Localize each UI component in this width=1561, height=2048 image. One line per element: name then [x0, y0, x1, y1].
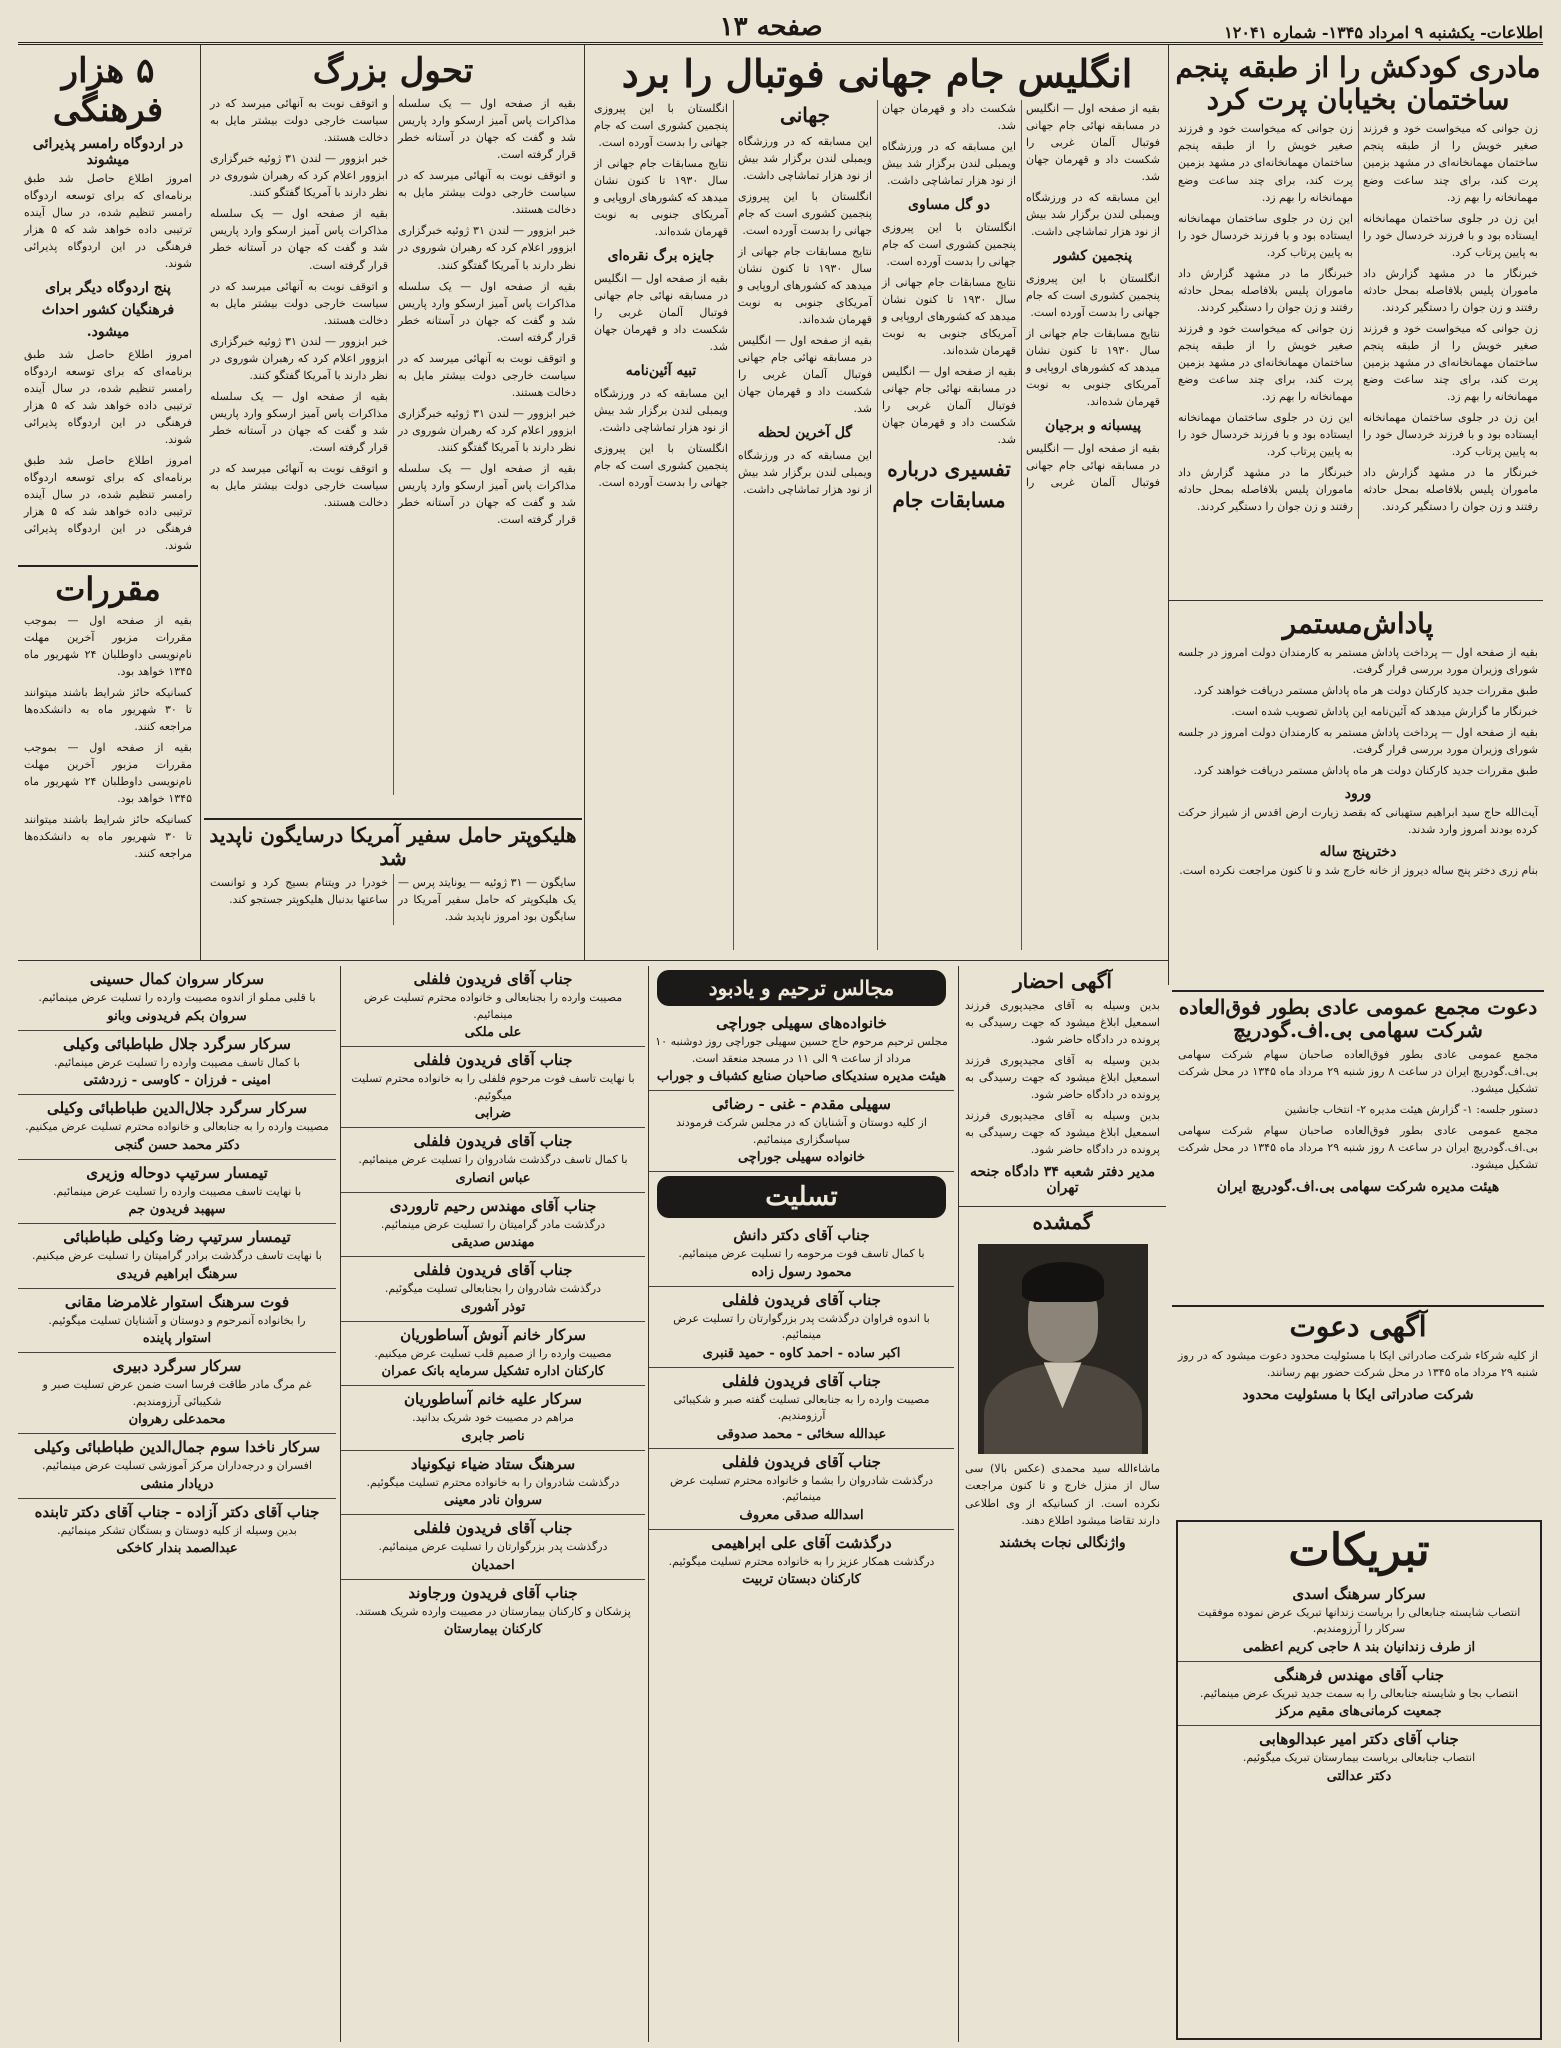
- taslit-card: جناب آقای فریدون فلفلی با اندوه فراوان درگذشت پدر بزرگوارتان را تسلیت عرض مینمائیم. اکبر ساده - احمد کاوه - حمید قنبری: [649, 1287, 954, 1368]
- missing-person-photo: [978, 1244, 1148, 1454]
- condolence-card: سرکار ناخدا سوم جمال‌الدین طباطبائی وکیلی افسران و درجه‌داران مرکز آموزشی تسلیت عرض مینمائیم. دریادار منشی: [18, 1434, 336, 1499]
- banner-majales: مجالس ترحیم و یادبود: [657, 970, 946, 1006]
- majales-card: سهیلی مقدم - غنی - رضائی از کلیه دوستان و آشنایان که در مجلس شرکت فرمودند سپاسگزاری مینمائیم. خانواده سهیلی جوراچی: [649, 1091, 954, 1172]
- headline-gomshodeh: گمشده: [959, 1206, 1166, 1238]
- column-ehzar-gomshodeh: آگهی احضار بدین وسیله به آقای مجیدپوری فرزند اسمعیل ابلاغ میشود که جهت رسیدگی به پرونده در دادگاه حاضر شود. بدین وسیله به آقای مجیدپوری فرزند اسمعیل ابلاغ میشود که جهت رسیدگی به پرونده در دادگاه حاضر شود. بدین وسیله به آقای مجیدپوری فرزند اسمعیل ابلاغ میشود که جهت رسیدگی به پرونده در دادگاه حاضر شود. مدیر دفتر شعبه ۳۴ دادگاه جنحه تهران گمشده ماشاءالله سید محمدی (عکس بالا) سی سال از منزل خارج و تا کنون مراجعت نکرده است. از کسانیکه از وی اطلاعی دارند تقاضا میشود اطلاع دهند. واژنگالی نجات بخشند: [958, 966, 1166, 2042]
- condolence-card: فوت سرهنگ استوار غلامرضا مقانی را بخانواده آنمرحوم و دوستان و آشنایان تسلیت میگوئیم. استوار پاینده: [18, 1289, 336, 1354]
- notice-goodrich: دعوت مجمع عمومی عادی بطور فوق‌العاده شرکت سهامی بی.اف.گودریچ مجمع عمومی عادی بطور فوق‌العاده صاحبان سهام شرکت سهامی بی.اف.گودریچ ایران در ساعت ۸ روز شنبه ۲۹ مرداد ماه ۱۳۴۵ در محل شرکت تشکیل میشود. دستور جلسه: ۱- گزارش هیئت مدیره ۲- انتخاب جانشین مجمع عمومی عادی بطور فوق‌العاده صاحبان سهام شرکت سهامی بی.اف.گودریچ ایران در ساعت ۸ روز شنبه ۲۹ مرداد ماه ۱۳۴۵ در محل شرکت تشکیل میشود. هیئت مدیره شرکت سهامی بی.اف.گودریچ ایران: [1172, 990, 1544, 1300]
- article-5000: ۵ هزار فرهنگی در اردوگاه رامسر پذیرائی میشوند امروز اطلاع حاصل شد طبق برنامه‌ای که برای توسعه اردوگاه رامسر تنظیم شده، در سال آینده ترتیبی داده خواهد شد که ۵ هزار فرهنگی در این اردوگاه پذیرائی شوند. پنج اردوگاه دیگر برای فرهنگیان کشور احداث میشود. امروز اطلاع حاصل شد طبق برنامه‌ای که برای توسعه اردوگاه رامسر تنظیم شده، در سال آینده ترتیبی داده خواهد شد که ۵ هزار فرهنگی در این اردوگاه پذیرائی شوند. امروز اطلاع حاصل شد طبق برنامه‌ای که برای توسعه اردوگاه رامسر تنظیم شده، در سال آینده ترتیبی داده خواهد شد که ۵ هزار فرهنگی در این اردوگاه پذیرائی شوند.: [18, 48, 198, 558]
- masthead: [18, 8, 1543, 45]
- tabrik-card: سرکار سرهنگ اسدی انتصاب شایسته جنابعالی را بریاست زندانها تبریک عرض نموده موفقیت سرکار را آرزومندیم. از طرف زندانیان بند ۸ حاجی کریم اعظمی: [1178, 1581, 1540, 1662]
- headline-agahi-dawat: آگهی دعوت: [1289, 1310, 1427, 1343]
- majales-card: خانواده‌های سهیلی جوراچی مجلس ترحیم مرحوم حاج حسین سهیلی جوراچی روز دوشنبه ۱۰ مرداد از ساعت ۹ الی ۱۱ در مسجد منعقد است. هیئت مدیره سندیکای صاحبان صنایع کشباف و جوراب: [649, 1010, 954, 1091]
- article-moqarrarat: مقررات بقیه از صفحه اول — بموجب مقررات مزبور آخرین مهلت نام‌نویسی داوطلبان ۲۴ شهریور ماه ۱۳۴۵ خواهد بود. کسانیکه حائز شرایط باشند میتوانند تا ۳۰ شهریور ماه به دانشکده‌ها مراجعه کنند. بقیه از صفحه اول — بموجب مقررات مزبور آخرین مهلت نام‌نویسی داوطلبان ۲۴ شهریور ماه ۱۳۴۵ خواهد بود. کسانیکه حائز شرایط باشند میتوانند تا ۳۰ شهریور ماه به دانشکده‌ها مراجعه کنند.: [18, 565, 198, 958]
- condolence-card: سرکار سرگرد جلال‌الدین طباطبائی وکیلی مصیبت وارده را به جنابعالی و خانواده محترم تسلیت عرض میکنیم. دکتر محمد حسن گنجی: [18, 1095, 336, 1160]
- headline-tahavol: تحول بزرگ: [312, 51, 474, 91]
- headline-helicopter: هلیکوپتر حامل سفیر آمریکا درسایگون ناپدید شد: [209, 823, 577, 870]
- condolence-card: سرکار سرگرد دبیری غم مرگ مادر طاقت فرسا است ضمن عرض تسلیت صبر و شکیبائی آرزومندیم. محمدعلی رهروان: [18, 1353, 336, 1434]
- issue-line: اطلاعات- یکشنبه ۹ امرداد ۱۳۴۵- شماره ۱۲۰۴۱: [1224, 23, 1543, 42]
- headline-goodrich: دعوت مجمع عمومی عادی بطور فوق‌العاده شرکت سهامی بی.اف.گودریچ: [1178, 995, 1538, 1042]
- taslit-card: درگذشت آقای علی ابراهیمی درگذشت همکار عزیز را به خانواده محترم تسلیت میگوئیم. کارکنان دبستان تربیت: [668, 1533, 935, 1587]
- condolence-card: تیمسار سرتیپ دوحاله وزیری با نهایت تاسف مصیبت وارده را تسلیت عرض مینمائیم. سپهبد فریدون جم: [18, 1160, 336, 1225]
- goodrich-signature: هیئت مدیره شرکت سهامی بی.اف.گودریچ ایران: [1216, 1179, 1500, 1196]
- condolence-card: جناب آقای فریدون ورجاوند پزشکان و کارکنان بیمارستان در مصیبت وارده شریک هستند. کارکنان بیمارستان: [355, 1583, 631, 1637]
- page-label: صفحه ۱۳: [719, 12, 823, 42]
- condolence-card: سرهنگ ستاد ضیاء نیکونیاد درگذشت شادروان را به خانواده محترم تسلیت میگوئیم. سروان نادر معینی: [341, 1451, 645, 1516]
- subhead-vorud: ورود: [1344, 785, 1372, 802]
- headline-padash: پاداش‌مستمر: [1282, 607, 1434, 640]
- taslit-card: جناب آقای فریدون فلفلی درگذشت شادروان را بشما و خانواده محترم تسلیت عرض مینمائیم. اسدالله صدقی معروف: [649, 1449, 954, 1530]
- article-padash: پاداش‌مستمر بقیه از صفحه اول — پرداخت پاداش مستمر به کارمندان دولت امروز در جلسه شورای وزیران مورد بررسی قرار گرفت. طبق مقررات جدید کارکنان دولت هر ماه پاداش مستمر دریافت خواهند کرد. خبرنگار ما گزارش میدهد که آئین‌نامه این پاداش تصویب شده است. بقیه از صفحه اول — پرداخت پاداش مستمر به کارمندان دولت امروز در جلسه شورای وزیران مورد بررسی قرار گرفت. طبق مقررات جدید کارکنان دولت هر ماه پاداش مستمر دریافت خواهند کرد. ورود آیت‌الله حاج سید ابراهیم ستهبانی که بقصد زیارت ارض اقدس از شیراز حرکت کرده بودند امروز وارد شدند. دخترپنج ساله بنام زری دختر پنج ساله دیروز از خانه خارج شد و تا کنون مراجعت نکرده است.: [1172, 604, 1544, 984]
- article-football: انگلیس جام جهانی فوتبال را برد بقیه از صفحه اول — انگلیس در مسابقه نهائی جام جهانی فوتبال آلمان غربی را شکست داد و قهرمان جهان شد. این مسابقه که در ورزشگاه ویمبلی لندن برگزار شد بیش از نود هزار تماشاچی داشت. پنجمین کشور انگلستان با این پیروزی پنجمین کشوری است که جام جهانی را بدست آورده است. نتایج مسابقات جام جهانی از سال ۱۹۳۰ تا کنون نشان میدهد که کشورهای اروپایی و آمریکای جنوبی به نوبت قهرمان شده‌اند. پیسبانه و برجیان بقیه از صفحه اول — انگلیس در مسابقه نهائی جام جهانی فوتبال آلمان غربی را شکست داد و قهرمان جهان شد. این مسابقه که در ورزشگاه ویمبلی لندن برگزار شد بیش از نود هزار تماشاچی داشت. دو گل مساوی انگلستان با این پیروزی پنجمین کشوری است که جام جهانی را بدست آورده است. نتایج مسابقات جام جهانی از سال ۱۹۳۰ تا کنون نشان میدهد که کشورهای اروپایی و آمریکای جنوبی به نوبت قهرمان شده‌اند. بقیه از صفحه اول — انگلیس در مسابقه نهائی جام جهانی فوتبال آلمان غربی را شکست داد و قهرمان جهان شد. تفسیری درباره مسابقات جام جهانی این مسابقه که در ورزشگاه ویمبلی لندن برگزار شد بیش از نود هزار تماشاچی داشت. انگلستان با این پیروزی پنجمین کشوری است که جام جهانی را بدست آورده است. نتایج مسابقات جام جهانی از سال ۱۹۳۰ تا کنون نشان میدهد که کشورهای اروپایی و آمریکای جنوبی به نوبت قهرمان شده‌اند. بقیه از صفحه اول — انگلیس در مسابقه نهائی جام جهانی فوتبال آلمان غربی را شکست داد و قهرمان جهان شد. گل آخرین لحظه این مسابقه که در ورزشگاه ویمبلی لندن برگزار شد بیش از نود هزار تماشاچی داشت. انگلستان با این پیروزی پنجمین کشوری است که جام جهانی را بدست آورده است. نتایج مسابقات جام جهانی از سال ۱۹۳۰ تا کنون نشان میدهد که کشورهای اروپایی و آمریکای جنوبی به نوبت قهرمان شده‌اند. جایزه برگ نقره‌ای بقیه از صفحه اول — انگلیس در مسابقه نهائی جام جهانی فوتبال آلمان غربی را شکست داد و قهرمان جهان شد. تبیه آئین‌نامه این مسابقه که در ورزشگاه ویمبلی لندن برگزار شد بیش از نود هزار تماشاچی داشت. انگلستان با این پیروزی پنجمین کشوری است که جام جهانی را بدست آورده است.: [588, 48, 1166, 958]
- column-majales-taslit: [648, 966, 954, 2042]
- article-tahavol: تحول بزرگ بقیه از صفحه اول — یک سلسله مذاکرات پاس آمیز ارسکو وارد پاریس شد و گفت که جهان در آستانه خطر قرار گرفته است. و اتوقف نوبت به آنهائی میرسد که در سیاست خارجی دولت بیشتر مایل به دخالت هستند. خبر ابزوور — لندن ۳۱ ژوئیه خبرگزاری ابزوور اعلام کرد که رهبران شوروی در نظر دارند با آمریکا گفتگو کنند. بقیه از صفحه اول — یک سلسله مذاکرات پاس آمیز ارسکو وارد پاریس شد و گفت که جهان در آستانه خطر قرار گرفته است. و اتوقف نوبت به آنهائی میرسد که در سیاست خارجی دولت بیشتر مایل به دخالت هستند. خبر ابزوور — لندن ۳۱ ژوئیه خبرگزاری ابزوور اعلام کرد که رهبران شوروی در نظر دارند با آمریکا گفتگو کنند. بقیه از صفحه اول — یک سلسله مذاکرات پاس آمیز ارسکو وارد پاریس شد و گفت که جهان در آستانه خطر قرار گرفته است. و اتوقف نوبت به آنهائی میرسد که در سیاست خارجی دولت بیشتر مایل به دخالت هستند. خبر ابزوور — لندن ۳۱ ژوئیه خبرگزاری ابزوور اعلام کرد که رهبران شوروی در نظر دارند با آمریکا گفتگو کنند. بقیه از صفحه اول — یک سلسله مذاکرات پاس آمیز ارسکو وارد پاریس شد و گفت که جهان در آستانه خطر قرار گرفته است. و اتوقف نوبت به آنهائی میرسد که در سیاست خارجی دولت بیشتر مایل به دخالت هستند. خبر ابزوور — لندن ۳۱ ژوئیه خبرگزاری ابزوور اعلام کرد که رهبران شوروی در نظر دارند با آمریکا گفتگو کنند. بقیه از صفحه اول — یک سلسله مذاکرات پاس آمیز ارسکو وارد پاریس شد و گفت که جهان در آستانه خطر قرار گرفته است. و اتوقف نوبت به آنهائی میرسد که در سیاست خارجی دولت بیشتر مایل به دخالت هستند.: [204, 48, 582, 818]
- condolence-card: سرکار سروان کمال حسینی با قلبی مملو از اندوه مصیبت وارده را تسلیت عرض مینمائیم. سروان بکم فریدونی وبانو: [18, 966, 336, 1031]
- subhead-girl: دخترپنج ساله: [1319, 843, 1397, 860]
- taslit-card: جناب آقای فریدون فلفلی مصیبت وارده را به جنابعالی تسلیت گفته صبر و شکیبائی آرزومندیم. عبدالله سخائی - محمد صدوقی: [649, 1368, 954, 1449]
- tabrik-card: جناب آقای مهندس فرهنگی انتصاب بجا و شایسته جنابعالی را به سمت جدید تبریک عرض مینمائیم. جمعیت کرمانی‌های مقیم مرکز: [1178, 1662, 1540, 1727]
- banner-taslit: تسلیت: [657, 1176, 946, 1218]
- condolence-card: سرکار سرگرد جلال طباطبائی وکیلی با کمال تاسف مصیبت وارده را تسلیت عرض مینمائیم. امینی - فرزان - کاوسی - زردشتی: [18, 1031, 336, 1096]
- column-condolences-mid: [340, 966, 645, 2042]
- headline-football: انگلیس جام جهانی فوتبال را برد: [621, 51, 1133, 96]
- section-tabrikat: [1176, 1520, 1542, 2040]
- article-mother: [1172, 48, 1544, 593]
- condolence-card: جناب آقای فریدون فلفلی درگذشت پدر بزرگوارتان را تسلیت عرض مینمائیم. احمدیان: [341, 1515, 645, 1580]
- headline-tabrikat: تبریکات: [1288, 1525, 1430, 1576]
- subhead-5000: در اردوگاه رامسر پذیرائی میشوند: [32, 136, 184, 169]
- headline-agahi-ehzar: آگهی احضار: [1013, 969, 1112, 993]
- article-mother-body: زن جوانی که میخواست خود و فرزند صغیر خویش را از طبقه پنجم ساختمان مهمانخانه‌ای در مشهد بزمین پرت کند، برای چند ساعت وضع مهمانخانه را بهم زد. این زن در جلوی ساختمان مهمانخانه ایستاده بود و با فرزند خردسال خود را به پایین پرتاب کرد. خبرنگار ما در مشهد گزارش داد ماموران پلیس بلافاصله بمحل حادثه رفتند و زن جوان را دستگیر کردند. زن جوانی که میخواست خود و فرزند صغیر خویش را از طبقه پنجم ساختمان مهمانخانه‌ای در مشهد بزمین پرت کند، برای چند ساعت وضع مهمانخانه را بهم زد. این زن در جلوی ساختمان مهمانخانه ایستاده بود و با فرزند خردسال خود را به پایین پرتاب کرد. خبرنگار ما در مشهد گزارش داد ماموران پلیس بلافاصله بمحل حادثه رفتند و زن جوان را دستگیر کردند. زن جوانی که میخواست خود و فرزند صغیر خویش را از طبقه پنجم ساختمان مهمانخانه‌ای در مشهد بزمین پرت کند، برای چند ساعت وضع مهمانخانه را بهم زد. این زن در جلوی ساختمان مهمانخانه ایستاده بود و با فرزند خردسال خود را به پایین پرتاب کرد. خبرنگار ما در مشهد گزارش داد ماموران پلیس بلافاصله بمحل حادثه رفتند و زن جوان را دستگیر کردند. زن جوانی که میخواست خود و فرزند صغیر خویش را از طبقه پنجم ساختمان مهمانخانه‌ای در مشهد بزمین پرت کند، برای چند ساعت وضع مهمانخانه را بهم زد. این زن در جلوی ساختمان مهمانخانه ایستاده بود و با فرزند خردسال خود را به پایین پرتاب کرد. خبرنگار ما در مشهد گزارش داد ماموران پلیس بلافاصله بمحل حادثه رفتند و زن جوان را دستگیر کردند.: [1178, 122, 1538, 514]
- headline-5000: ۵ هزار فرهنگی: [52, 51, 164, 131]
- headline-moqarrarat: مقررات: [55, 570, 161, 608]
- column-condolences-left: [18, 966, 336, 2042]
- headline-mother: مادری کودکش را از طبقه پنجم ساختمان بخیابان پرت کرد: [1175, 51, 1541, 117]
- tabrik-card: جناب آقای دکتر امیر عبدالوهابی انتصاب جنابعالی بریاست بیمارستان تبریک میگوئیم. دکتر عدالتی: [1242, 1730, 1476, 1784]
- taslit-card: جناب آقای دکتر دانش با کمال تاسف فوت مرحومه را تسلیت عرض مینمائیم. محمود رسول زاده: [649, 1222, 954, 1287]
- condolence-card: جناب آقای فریدون فلفلی با کمال تاسف درگذشت شادروان را تسلیت عرض مینمائیم. عباس انصاری: [341, 1128, 645, 1193]
- condolence-card: جناب آقای مهندس رحیم تاروردی درگذشت مادر گرامیتان را تسلیت عرض مینمائیم. مهندس صدیقی: [341, 1193, 645, 1258]
- condolence-card: جناب آقای فریدون فلفلی با نهایت تاسف فوت مرحوم فلفلی را به خانواده محترم تسلیت میگوئیم. ضرابی: [341, 1047, 645, 1128]
- condolence-card: جناب آقای فریدون فلفلی مصیبت وارده را بجنابعالی و خانواده محترم تسلیت عرض مینمائیم. علی ملکی: [341, 966, 645, 1047]
- condolence-card: سرکار خانم آنوش آساطوریان مصیبت وارده را از صمیم قلب تسلیت عرض میکنیم. کارکنان اداره تشکیل سرمایه بانک عمران: [341, 1322, 645, 1387]
- condolence-card: سرکار علیه خانم آساطوریان مراهم در مصیبت خود شریک بدانید. ناصر جابری: [341, 1386, 645, 1451]
- condolence-card: جناب آقای فریدون فلفلی درگذشت شادروان را بجنابعالی تسلیت میگوئیم. توذر آشوری: [341, 1257, 645, 1322]
- notice-agahi-dawat: آگهی دعوت از کلیه شرکاء شرکت صادراتی ایکا با مسئولیت محدود دعوت میشود که در روز شنبه ۲۹ مرداد ماه ۱۳۴۵ در محل شرکت حضور بهم رسانند. شرکت صادراتی ایکا با مسئولیت محدود: [1172, 1305, 1544, 1515]
- article-helicopter: هلیکوپتر حامل سفیر آمریکا درسایگون ناپدید شد سایگون — ۳۱ ژوئیه — یونایتد پرس — یک هلیکوپتر که حامل سفیر آمریکا در سایگون بود امروز ناپدید شد. خودرا در ویتنام بسیج کرد و توانست ساعتها بدنبال هلیکوپتر جستجو کند.: [204, 818, 582, 958]
- condolence-card: تیمسار سرتیپ رضا وکیلی طباطبائی با نهایت تاسف درگذشت برادر گرامیتان را تسلیت عرض میکنیم. سرهنگ ابراهیم فریدی: [18, 1224, 336, 1289]
- agahi-dawat-signature: شرکت صادراتی ایکا با مسئولیت محدود: [1242, 1387, 1474, 1404]
- condolence-card: جناب آقای دکتر آزاده - جناب آقای دکتر تابنده بدین وسیله از کلیه دوستان و بستگان تشکر مینمائیم. عبدالصمد بندار کاخکی: [34, 1502, 320, 1556]
